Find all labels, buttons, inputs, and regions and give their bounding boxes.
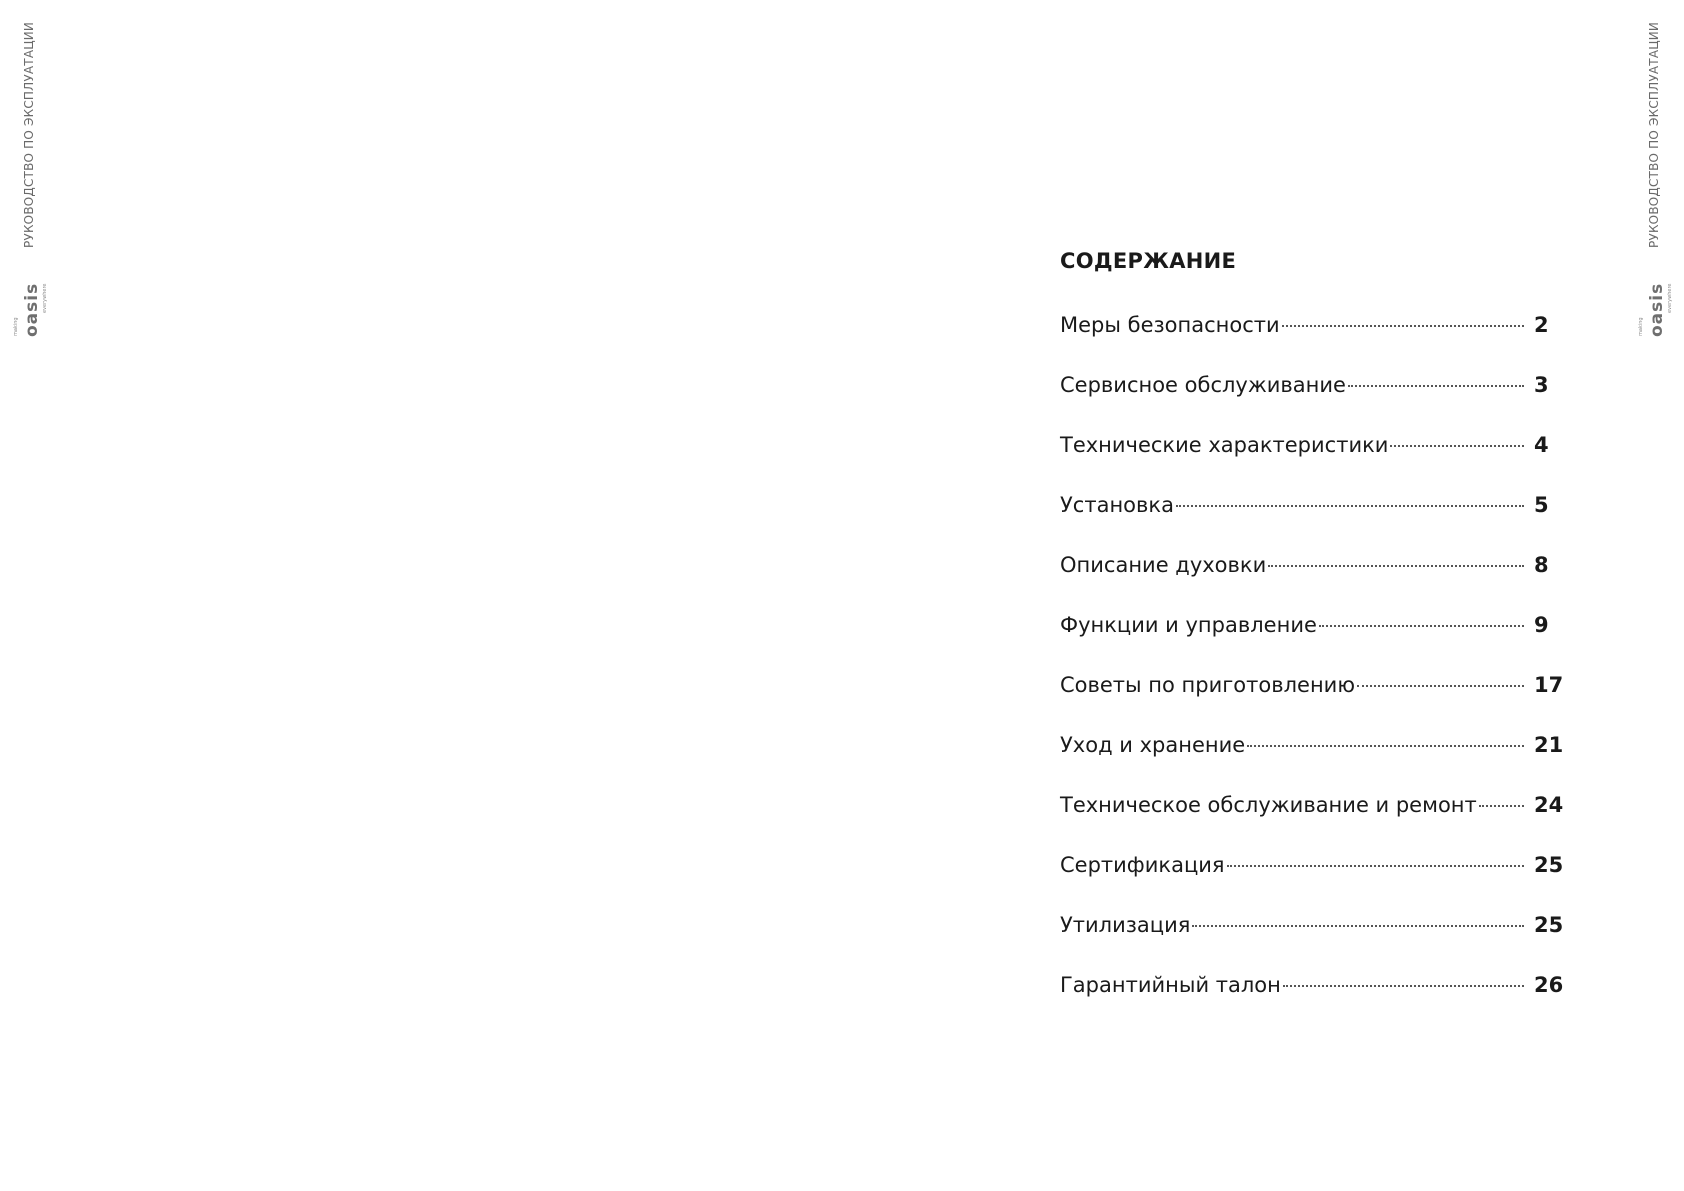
toc-item[interactable] — [1060, 788, 1580, 848]
logo-wordmark: oasis — [22, 282, 42, 338]
toc-item[interactable] — [1060, 968, 1580, 1028]
toc-item-label: Техническое обслуживание и ремонт — [1060, 793, 1477, 817]
toc-item[interactable] — [1060, 908, 1580, 968]
toc-leader-dots — [1283, 985, 1524, 987]
logo-wordmark: oasis — [1647, 282, 1667, 338]
toc-leader-dots — [1247, 745, 1524, 747]
logo-tagline-top: making — [1638, 317, 1644, 336]
toc-leader-dots — [1479, 805, 1524, 807]
toc-item[interactable] — [1060, 488, 1580, 548]
toc-item-page: 25 — [1534, 913, 1564, 937]
toc-leader-dots — [1192, 925, 1524, 927]
toc-item[interactable] — [1060, 548, 1580, 608]
toc-item-label: Уход и хранение — [1060, 733, 1246, 757]
toc-item-page: 17 — [1534, 673, 1564, 697]
toc-item[interactable] — [1060, 608, 1580, 668]
toc-item-page: 26 — [1534, 973, 1564, 997]
brand-logo — [1635, 280, 1675, 340]
toc-leader-dots — [1268, 565, 1524, 567]
toc-item-label: Меры безопасности — [1060, 313, 1280, 337]
toc-item-page: 9 — [1534, 613, 1549, 637]
toc-item-page: 4 — [1534, 433, 1549, 457]
toc-item-label: Установка — [1060, 493, 1174, 517]
right-side-header — [1625, 0, 1684, 360]
toc-item-page: 21 — [1534, 733, 1564, 757]
toc-item[interactable] — [1060, 428, 1580, 488]
brand-logo — [10, 280, 50, 340]
toc-leader-dots — [1348, 385, 1524, 387]
toc-item[interactable] — [1060, 368, 1580, 428]
toc-item-label: Сертификация — [1060, 853, 1225, 877]
toc-item-page: 2 — [1534, 313, 1549, 337]
toc-item[interactable] — [1060, 848, 1580, 908]
toc-leader-dots — [1319, 625, 1524, 627]
table-of-contents — [1060, 244, 1580, 1028]
toc-item-label: Технические характеристики — [1060, 433, 1389, 457]
toc-title: СОДЕРЖАНИЕ — [1060, 249, 1237, 273]
toc-leader-dots — [1176, 505, 1524, 507]
toc-item-label: Функции и управление — [1060, 613, 1317, 637]
manual-title-vertical: РУКОВОДСТВО ПО ЭКСПЛУАТАЦИИ — [1647, 21, 1661, 248]
left-side-header — [0, 0, 60, 360]
toc-leader-dots — [1390, 445, 1524, 447]
toc-leader-dots — [1282, 325, 1524, 327]
toc-item-label: Описание духовки — [1060, 553, 1267, 577]
toc-item-label: Утилизация — [1060, 913, 1191, 937]
toc-item-page: 5 — [1534, 493, 1549, 517]
toc-list — [1060, 308, 1580, 1028]
toc-item-page: 8 — [1534, 553, 1549, 577]
logo-tagline-bottom: everywhere — [42, 284, 48, 314]
toc-item-label: Гарантийный талон — [1060, 973, 1281, 997]
logo-tagline-top: making — [13, 317, 19, 336]
toc-leader-dots — [1357, 685, 1524, 687]
toc-item-page: 24 — [1534, 793, 1564, 817]
toc-item[interactable] — [1060, 308, 1580, 368]
toc-item-label: Советы по приготовлению — [1060, 673, 1355, 697]
toc-item-page: 25 — [1534, 853, 1564, 877]
toc-leader-dots — [1227, 865, 1524, 867]
logo-tagline-bottom: everywhere — [1667, 284, 1673, 314]
toc-item[interactable] — [1060, 668, 1580, 728]
manual-title-vertical: РУКОВОДСТВО ПО ЭКСПЛУАТАЦИИ — [22, 21, 36, 248]
toc-item[interactable] — [1060, 728, 1580, 788]
toc-item-page: 3 — [1534, 373, 1549, 397]
toc-item-label: Сервисное обслуживание — [1060, 373, 1346, 397]
